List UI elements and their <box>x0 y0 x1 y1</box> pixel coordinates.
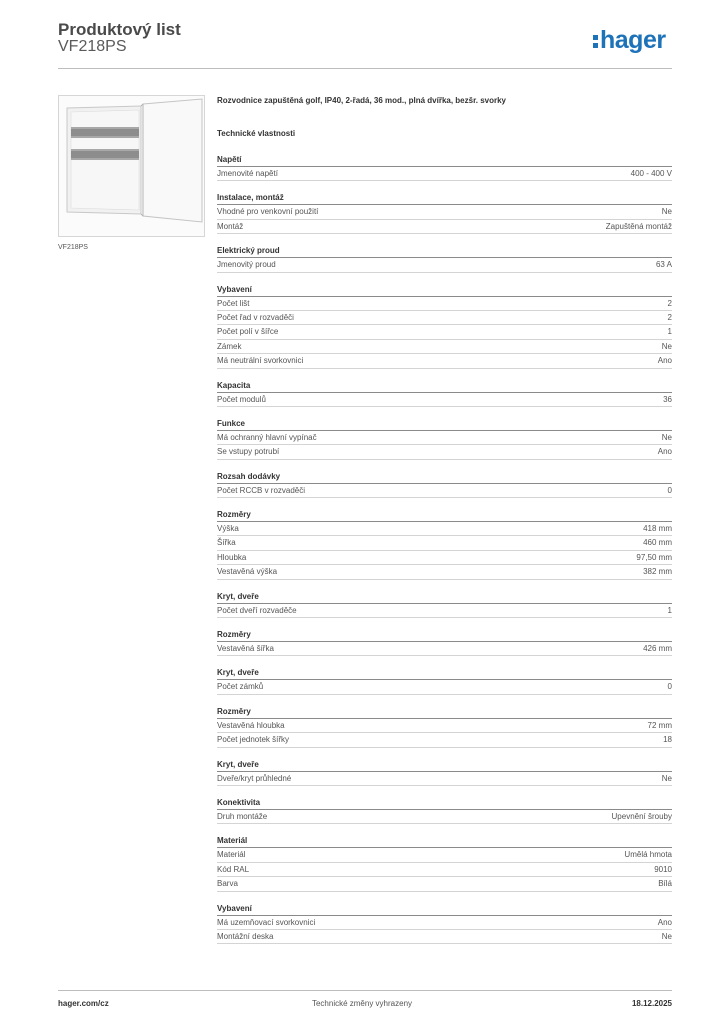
spec-value: 97,50 mm <box>636 552 672 562</box>
hager-logo[interactable] <box>593 26 666 55</box>
spec-section <box>217 796 672 824</box>
spec-row <box>217 258 672 272</box>
spec-section <box>217 283 672 369</box>
spec-row <box>217 205 672 219</box>
section-title: Vybavení <box>217 283 672 297</box>
section-title: Napětí <box>217 153 672 167</box>
spec-value: 0 <box>667 485 672 495</box>
spec-section <box>217 470 672 498</box>
spec-label: Montáž <box>217 221 244 231</box>
spec-section <box>217 379 672 407</box>
spec-value: Ne <box>661 341 672 351</box>
spec-label: Hloubka <box>217 552 247 562</box>
spec-row <box>217 733 672 747</box>
product-image <box>58 95 205 237</box>
spec-value: 72 mm <box>647 720 672 730</box>
logo-text: hager <box>600 26 666 54</box>
product-image-caption: VF218PS <box>58 244 88 251</box>
spec-value: 9010 <box>654 864 672 874</box>
spec-section <box>217 191 672 234</box>
spec-label: Kód RAL <box>217 864 250 874</box>
spec-row <box>217 522 672 536</box>
spec-value: 2 <box>667 312 672 322</box>
spec-label: Výška <box>217 524 239 534</box>
spec-label: Počet dveří rozvaděče <box>217 605 297 615</box>
spec-value: Ano <box>657 356 672 366</box>
section-title: Materiál <box>217 834 672 848</box>
section-title: Vybavení <box>217 902 672 916</box>
spec-label: Druh montáže <box>217 811 268 821</box>
spec-row <box>217 354 672 368</box>
spec-label: Počet RCCB v rozvaděči <box>217 485 306 495</box>
section-title: Kryt, dveře <box>217 590 672 604</box>
spec-value: Ne <box>661 931 672 941</box>
spec-row <box>217 680 672 694</box>
spec-label: Vestavěná výška <box>217 567 278 577</box>
spec-label: Má uzemňovací svorkovnici <box>217 917 316 927</box>
spec-value: 418 mm <box>643 524 672 534</box>
spec-label: Jmenovitý proud <box>217 260 276 270</box>
spec-label: Šířka <box>217 538 236 548</box>
spec-value: 18 <box>663 735 672 745</box>
section-title: Rozsah dodávky <box>217 470 672 484</box>
footer-notice: Technické změny vyhrazeny <box>311 999 413 1008</box>
spec-label: Montážní deska <box>217 931 274 941</box>
spec-label: Zámek <box>217 341 242 351</box>
spec-row <box>217 642 672 656</box>
spec-row <box>217 297 672 311</box>
spec-value: Ne <box>661 207 672 217</box>
section-title: Kryt, dveře <box>217 758 672 772</box>
spec-value: Ano <box>657 447 672 457</box>
spec-row <box>217 810 672 824</box>
spec-value: Ne <box>661 432 672 442</box>
spec-row <box>217 220 672 234</box>
spec-row <box>217 930 672 944</box>
spec-label: Má neutrální svorkovnici <box>217 356 304 366</box>
section-title: Kryt, dveře <box>217 666 672 680</box>
spec-label: Vestavěná hloubka <box>217 720 285 730</box>
spec-label: Počet řad v rozvaděči <box>217 312 294 322</box>
spec-section <box>217 244 672 272</box>
spec-row <box>217 325 672 339</box>
spec-section <box>217 628 672 656</box>
spec-row <box>217 445 672 459</box>
spec-value: 400 - 400 V <box>630 169 672 178</box>
spec-row <box>217 167 672 181</box>
header-divider <box>58 68 672 69</box>
spec-section <box>217 666 672 694</box>
section-title: Instalace, montáž <box>217 191 672 205</box>
spec-label: Jmenovité napětí <box>217 169 278 178</box>
spec-value: Ano <box>657 917 672 927</box>
spec-section <box>217 153 672 181</box>
spec-label: Počet jednotek šířky <box>217 735 290 745</box>
spec-row <box>217 848 672 862</box>
spec-row <box>217 565 672 579</box>
spec-value: 0 <box>667 682 672 692</box>
section-title: Rozměry <box>217 628 672 642</box>
spec-label: Počet polí v šířce <box>217 327 279 337</box>
spec-label: Barva <box>217 879 238 889</box>
spec-value: 63 A <box>655 260 672 270</box>
spec-value: 460 mm <box>643 538 672 548</box>
spec-value: Ne <box>661 773 672 783</box>
spec-label: Dveře/kryt průhledné <box>217 773 292 783</box>
section-title: Funkce <box>217 417 672 431</box>
spec-section <box>217 417 672 460</box>
spec-section <box>217 590 672 618</box>
spec-section <box>217 902 672 945</box>
spec-section <box>217 758 672 786</box>
distribution-board-illustration <box>59 96 204 236</box>
spec-label: Počet modulů <box>217 394 266 404</box>
footer-website-link[interactable]: hager.com/cz <box>58 999 109 1008</box>
spec-value: 2 <box>667 298 672 308</box>
spec-label: Má ochranný hlavní vypínač <box>217 432 317 442</box>
logo-mark-icon <box>593 31 598 49</box>
section-title: Rozměry <box>217 705 672 719</box>
spec-value: 36 <box>663 394 672 404</box>
spec-label: Počet zámků <box>217 682 264 692</box>
spec-content <box>217 94 672 944</box>
page-title: Produktový list <box>58 20 181 39</box>
section-title: Kapacita <box>217 379 672 393</box>
spec-label: Počet lišt <box>217 298 250 308</box>
spec-row <box>217 719 672 733</box>
spec-value: 1 <box>667 327 672 337</box>
spec-section <box>217 508 672 580</box>
spec-value: 382 mm <box>643 567 672 577</box>
spec-row <box>217 551 672 565</box>
product-code: VF218PS <box>58 38 127 55</box>
spec-row <box>217 311 672 325</box>
spec-row <box>217 863 672 877</box>
spec-row <box>217 484 672 498</box>
spec-section <box>217 705 672 748</box>
spec-row <box>217 393 672 407</box>
footer-divider <box>58 990 672 991</box>
section-title: Konektivita <box>217 796 672 810</box>
spec-label: Vestavěná šířka <box>217 644 274 654</box>
footer-date: 18.12.2025 <box>631 999 672 1008</box>
spec-label: Vhodné pro venkovní použití <box>217 207 319 217</box>
section-title: Rozměry <box>217 508 672 522</box>
spec-value: Bílá <box>658 879 672 889</box>
spec-row <box>217 772 672 786</box>
spec-row <box>217 431 672 445</box>
spec-value: Zapuštěná montáž <box>605 221 672 231</box>
spec-value: 1 <box>667 605 672 615</box>
spec-row <box>217 536 672 550</box>
spec-row <box>217 916 672 930</box>
spec-value: Upevnění šrouby <box>611 811 672 821</box>
spec-value: 426 mm <box>643 644 672 654</box>
spec-row <box>217 877 672 891</box>
spec-sections <box>217 153 672 944</box>
spec-label: Materiál <box>217 850 246 860</box>
spec-row <box>217 604 672 618</box>
section-title: Elektrický proud <box>217 244 672 258</box>
product-description: Rozvodnice zapuštěná golf, IP40, 2-řadá, 36 mod., plná dvířka, bezšr. svorky <box>217 96 506 105</box>
spec-section <box>217 834 672 891</box>
spec-value: Umělá hmota <box>624 850 672 860</box>
technical-properties-heading: Technické vlastnosti <box>217 129 296 138</box>
spec-label: Se vstupy potrubí <box>217 447 280 457</box>
spec-row <box>217 340 672 354</box>
